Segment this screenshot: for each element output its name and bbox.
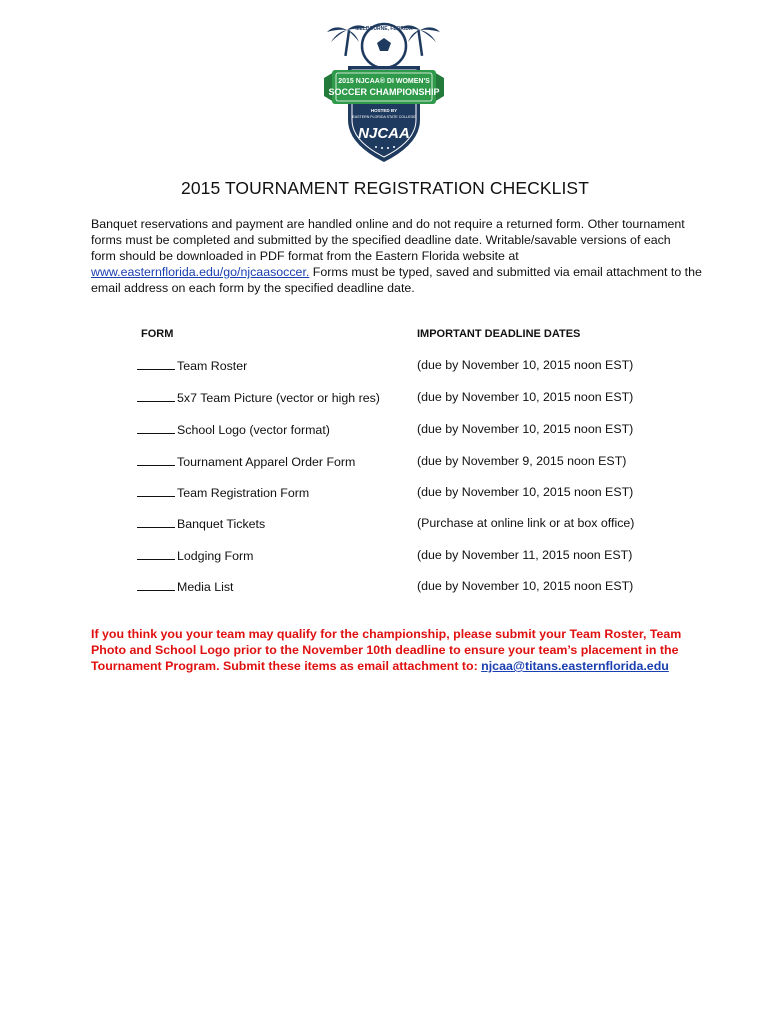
svg-text:SOCCER CHAMPIONSHIP: SOCCER CHAMPIONSHIP: [328, 87, 440, 97]
form-deadline: (due by November 10, 2015 noon EST): [417, 358, 634, 372]
form-name: Team Registration Form: [137, 485, 309, 500]
notice-line: Tournament Program. Submit these items as email attachment to: njcaa@titans.easternflorida.edu: [91, 659, 669, 673]
table-row: [0, 548, 770, 566]
intro-line: email address on each form by the specified deadline date.: [91, 281, 415, 295]
website-link[interactable]: www.easternflorida.edu/go/njcaasoccer.: [91, 265, 310, 279]
table-row: [0, 358, 770, 376]
checkbox-blank: [137, 390, 175, 402]
svg-text:2015 NJCAA® DI WOMEN'S: 2015 NJCAA® DI WOMEN'S: [338, 78, 430, 85]
checkbox-blank: [137, 579, 175, 591]
table-row: [0, 454, 770, 472]
form-deadline: (due by November 10, 2015 noon EST): [417, 579, 634, 593]
svg-text:HOSTED BY: HOSTED BY: [370, 108, 398, 113]
checkbox-blank: [137, 422, 175, 434]
form-deadline: (Purchase at online link or at box office): [417, 516, 635, 530]
svg-text:EASTERN FLORIDA STATE COLLEGE: EASTERN FLORIDA STATE COLLEGE: [352, 115, 416, 119]
intro-line: Banquet reservations and payment are handled online and do not require a returned form. Other tournament: [91, 217, 685, 231]
intro-line: forms must be completed and submitted by the specified deadline date. Writable/savable versions of each: [91, 233, 671, 247]
table-row: [0, 390, 770, 408]
table-row: [0, 422, 770, 440]
checkbox-blank: [137, 516, 175, 528]
notice-line: Photo and School Logo prior to the November 10th deadline to ensure your team’s placement in the: [91, 643, 679, 657]
table-row: [0, 579, 770, 597]
form-name: Lodging Form: [137, 548, 253, 563]
table-row: [0, 516, 770, 534]
svg-text:MELBOURNE, FLORIDA: MELBOURNE, FLORIDA: [355, 26, 413, 32]
form-name: Team Roster: [137, 358, 247, 373]
checkbox-blank: [137, 358, 175, 370]
table-row: [0, 485, 770, 503]
intro-line: [91, 264, 701, 280]
form-name: Tournament Apparel Order Form: [137, 454, 355, 469]
form-deadline: (due by November 10, 2015 noon EST): [417, 422, 634, 436]
form-column-header: FORM: [141, 328, 174, 340]
form-deadline: (due by November 10, 2015 noon EST): [417, 390, 634, 404]
form-name: Media List: [137, 579, 233, 594]
checkbox-blank: [137, 548, 175, 560]
checkbox-blank: [137, 454, 175, 466]
intro-line: form should be downloaded in PDF format from the Eastern Florida website at: [91, 249, 519, 263]
form-deadline: (due by November 11, 2015 noon EST): [417, 548, 633, 562]
page-title: 2015 TOURNAMENT REGISTRATION CHECKLIST: [180, 178, 589, 198]
intro-line-rest: Forms must be typed, saved and submitted via email attachment to the: [309, 265, 702, 279]
championship-logo: [318, 16, 450, 166]
form-deadline: (due by November 9, 2015 noon EST): [417, 454, 627, 468]
form-deadline: (due by November 10, 2015 noon EST): [417, 485, 634, 499]
form-name: Banquet Tickets: [137, 516, 265, 531]
checkbox-blank: [137, 485, 175, 497]
email-link[interactable]: njcaa@titans.easternflorida.edu: [481, 659, 669, 673]
form-name: School Logo (vector format): [137, 422, 330, 437]
deadline-column-header: IMPORTANT DEADLINE DATES: [417, 328, 581, 340]
form-name: 5x7 Team Picture (vector or high res): [137, 390, 380, 405]
intro-paragraph: [91, 216, 701, 296]
svg-text:NJCAA: NJCAA: [358, 125, 410, 142]
notice-line: If you think you your team may qualify for the championship, please submit your Team Roster, Team: [91, 627, 682, 641]
championship-notice: [91, 626, 701, 674]
